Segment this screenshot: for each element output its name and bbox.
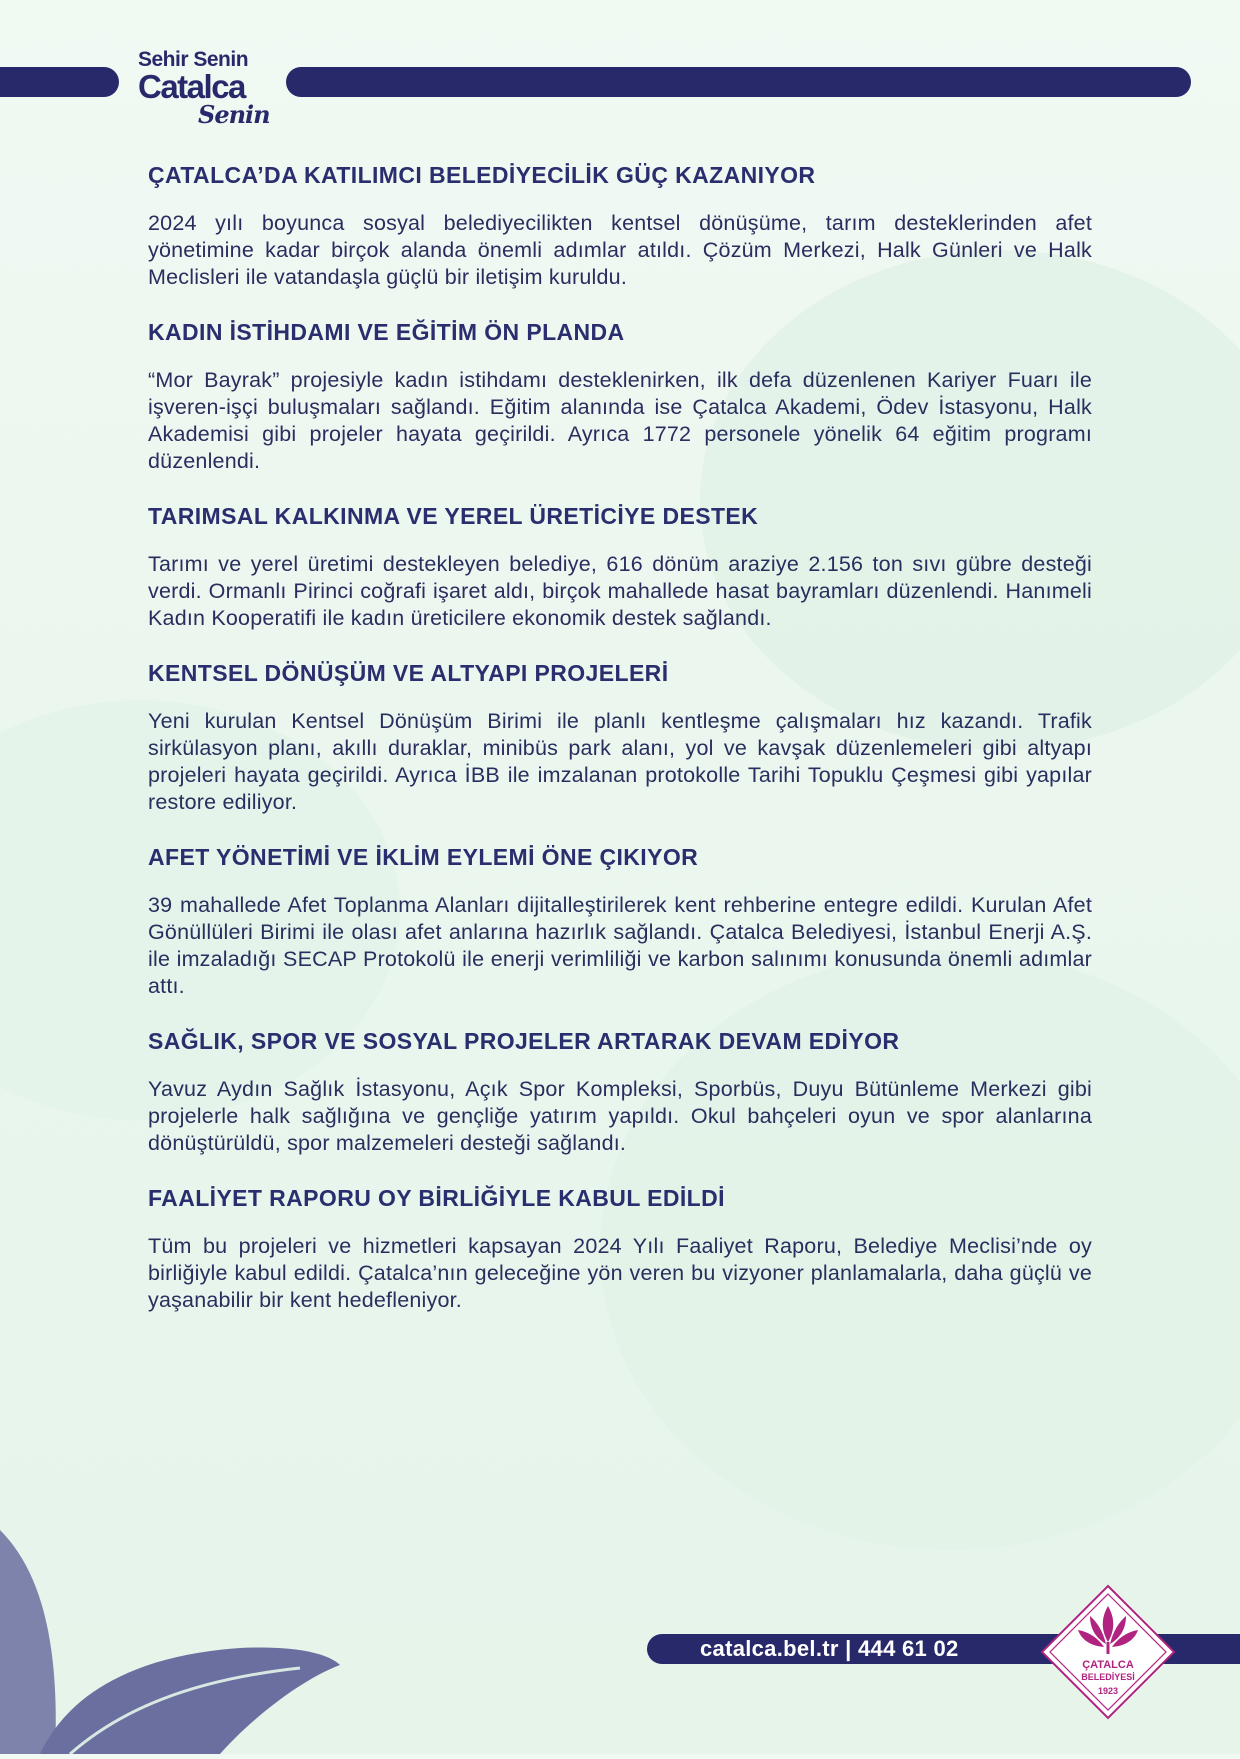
section-body: Yavuz Aydın Sağlık İstasyonu, Açık Spor Kompleksi, Sporbüs, Duyu Bütünleme Merkezi gibi projelerle halk sağlığına ve gençliğe yatırım yapıldı. Okul bahçeleri oyun ve spor alanlarına dönüştürüldü, spor malzemeleri desteği sağlandı. [148, 1077, 1092, 1155]
section-heading: KADIN İSTİHDAMI VE EĞİTİM ÖN PLANDA [148, 319, 625, 345]
municipality-emblem [1040, 1584, 1176, 1720]
section-heading: AFET YÖNETİMİ VE İKLİM EYLEMİ ÖNE ÇIKIYOR [148, 844, 699, 870]
header-bar-right [286, 67, 1191, 97]
brand-logo-line2: Catalca [138, 68, 245, 105]
section-body: Tarımı ve yerel üretimi destekleyen belediye, 616 dönüm araziye 2.156 ton sıvı gübre desteği verdi. Ormanlı Pirinci coğrafi işaret aldı, birçok mahallede hasat bayramları düzenlendi. Hanımeli Kadın Kooperatifi ile kadın üreticilere ekonomik destek sağlandı. [148, 552, 1092, 630]
section [148, 160, 1092, 291]
section [148, 658, 1092, 816]
leaf-icon [0, 1530, 340, 1754]
section [148, 1026, 1092, 1157]
section-body: Yeni kurulan Kentsel Dönüşüm Birimi ile planlı kentleşme çalışmaları hız kazandı. Trafik sirkülasyon planı, akıllı duraklar, minibüs park alanı, yol ve kavşak düzenlemeleri gibi altyapı projeleri hayata geçirildi. Ayrıca İBB ile imzalanan protokolle Tarihi Topuklu Çeşmesi gibi yapılar restore ediliyor. [148, 709, 1092, 814]
emblem-line2: BELEDİYESİ [1081, 1672, 1135, 1682]
section-heading: ÇATALCA’DA KATILIMCI BELEDİYECİLİK GÜÇ KAZANIYOR [148, 162, 816, 188]
section-body: 2024 yılı boyunca sosyal belediyecilikten kentsel dönüşüme, tarım desteklerinden afet yönetimine kadar birçok alanda önemli adımlar atıldı. Çözüm Merkezi, Halk Günleri ve Halk Meclisleri ile vatandaşla güçlü bir iletişim kuruldu. [148, 211, 1092, 289]
section-body: Tüm bu projeleri ve hizmetleri kapsayan 2024 Yılı Faaliyet Raporu, Belediye Meclisi’nde oy birliğiyle kabul edildi. Çatalca’nın geleceğine yön veren bu vizyoner planlamalarla, daha güçlü ve yaşanabilir bir kent hedefleniyor. [148, 1234, 1092, 1312]
section [148, 1183, 1092, 1314]
brand-logo-line1: Sehir Senin [138, 48, 249, 71]
header-bar-left [0, 67, 119, 97]
section-heading: SAĞLIK, SPOR VE SOSYAL PROJELER ARTARAK DEVAM EDİYOR [148, 1028, 900, 1054]
emblem-line1: ÇATALCA [1082, 1659, 1134, 1671]
section-heading: FAALİYET RAPORU OY BİRLİĞİYLE KABUL EDİLDİ [148, 1185, 725, 1211]
section [148, 501, 1092, 632]
section [148, 842, 1092, 1000]
section-heading: TARIMSAL KALKINMA VE YEREL ÜRETİCİYE DESTEK [148, 503, 759, 529]
section-heading: KENTSEL DÖNÜŞÜM VE ALTYAPI PROJELERİ [148, 660, 669, 686]
section-body: 39 mahallede Afet Toplanma Alanları dijitalleştirilerek kent rehberine entegre edildi. Kurulan Afet Gönüllüleri Birimi ile olası afet anlarına hazırlık sağlandı. Çatalca Belediyesi, İstanbul Enerji A.Ş. ile imzaladığı SECAP Protokolü ile enerji verimliliği ve karbon salınımı konusunda önemli adımlar attı. [148, 893, 1092, 998]
footer-contact: catalca.bel.tr | 444 61 02 [700, 1636, 959, 1661]
emblem-icon [1040, 1584, 1176, 1720]
brand-logo [136, 44, 286, 132]
section [148, 317, 1092, 475]
section-body: “Mor Bayrak” projesiyle kadın istihdamı desteklenirken, ilk defa düzenlenen Kariyer Fuarı ile işveren-işçi buluşmaları sağlandı. Eğitim alanında ise Çatalca Akademi, Ödev İstasyonu, Halk Akademisi gibi projeler hayata geçirildi. Ayrıca 1772 personele yönelik 64 eğitim programı düzenlendi. [148, 368, 1092, 473]
leaf-decoration [0, 1530, 340, 1754]
brand-logo-line3: Senin [198, 100, 270, 129]
article-content [148, 160, 1092, 1340]
emblem-year: 1923 [1097, 1686, 1119, 1696]
